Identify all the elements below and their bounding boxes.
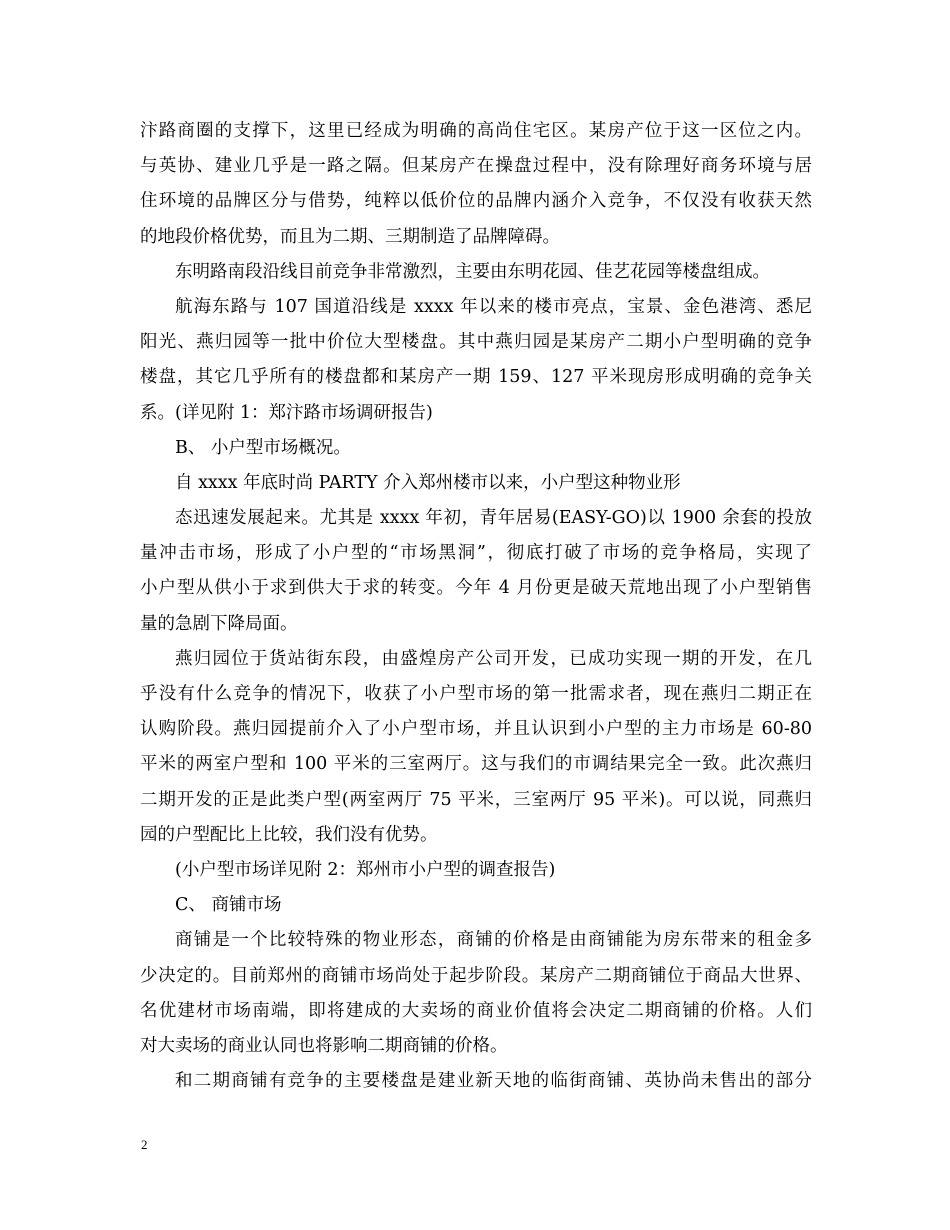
text-line: 量的急剧下降局面。 (140, 613, 298, 634)
text-line: 系。(详见附 1：郑汴路市场调研报告) (140, 402, 433, 423)
text-line: 态迅速发展起来。尤其是 xxxx 年初，青年居易(EASY-GO)以 1900 余套的投放 (175, 508, 812, 529)
text-line: 和二期商铺有竞争的主要楼盘是建业新天地的临街商铺、英协尚未售出的部分 (175, 1071, 812, 1092)
text-line: (小户型市场详见附 2：郑州市小户型的调查报告) (175, 859, 556, 880)
text-line: 认购阶段。燕归园提前介入了小户型市场，并且认识到小户型的主力市场是 60-80 (140, 719, 812, 740)
text-line: 汴路商圈的支撑下，这里已经成为明确的高尚住宅区。某房产位于这一区位之内。 (140, 121, 812, 141)
text-line: 与英协、建业几乎是一路之隔。但某房产在操盘过程中，没有除理好商务环境与居 (140, 156, 812, 177)
text-line: 楼盘，其它几乎所有的楼盘都和某房产一期 159、127 平米现房形成明确的竞争关 (140, 367, 812, 388)
text-line: 对大卖场的商业认同也将影响二期商铺的价格。 (140, 1035, 508, 1056)
section-heading-c: C、 商铺市场 (175, 895, 282, 916)
text-line: 园的户型配比上比较，我们没有优势。 (140, 824, 438, 845)
text-line: 东明路南段沿线目前竞争非常激烈，主要由东明花园、佳艺花园等楼盘组成。 (175, 261, 770, 282)
text-line: 航海东路与 107 国道沿线是 xxxx 年以来的楼市亮点，宝景、金色港湾、悉尼 (175, 296, 812, 317)
text-line: 阳光、燕归园等一批中价位大型楼盘。其中燕归园是某房产二期小户型明确的竞争 (140, 332, 812, 353)
text-line: 二期开发的正是此类户型(两室两厅 75 平米，三室两厅 95 平米)。可以说，同燕归 (140, 789, 812, 810)
text-line: 名优建材市场南端，即将建成的大卖场的商业价值将会决定二期商铺的价格。人们 (140, 1000, 812, 1021)
text-line: 量冲击市场，形成了小户型的“市场黑洞”，彻底打破了市场的竞争格局，实现了 (140, 543, 812, 564)
page-number: 2 (141, 1137, 148, 1152)
text-line: 燕归园位于货站街东段，由盛煌房产公司开发，已成功实现一期的开发，在几 (175, 648, 812, 669)
text-line: 乎没有什么竞争的情况下，收获了小户型市场的第一批需求者，现在燕归二期正在 (140, 684, 812, 704)
text-line: 少决定的。目前郑州的商铺市场尚处于起步阶段。某房产二期商铺位于商品大世界、 (140, 965, 812, 986)
text-line: 自 xxxx 年底时尚 PARTY 介入郑州楼市以来，小户型这种物业形 (175, 472, 681, 493)
text-line: 商铺是一个比较特殊的物业形态，商铺的价格是由商铺能为房东带来的租金多 (175, 930, 812, 951)
text-line: 平米的两室户型和 100 平米的三室两厅。这与我们的市调结果完全一致。此次燕归 (140, 754, 812, 775)
body-text (140, 114, 812, 1099)
section-heading-b: B、 小户型市场概况。 (175, 437, 351, 458)
text-line: 住环境的品牌区分与借势，纯粹以低价位的品牌内涵介入竞争，不仅没有收获天然 (140, 191, 812, 212)
text-line: 小户型从供小于求到供大于求的转变。今年 4 月份更是破天荒地出现了小户型销售 (140, 578, 812, 599)
text-line: 的地段价格优势，而且为二期、三期制造了品牌障碍。 (140, 226, 560, 247)
